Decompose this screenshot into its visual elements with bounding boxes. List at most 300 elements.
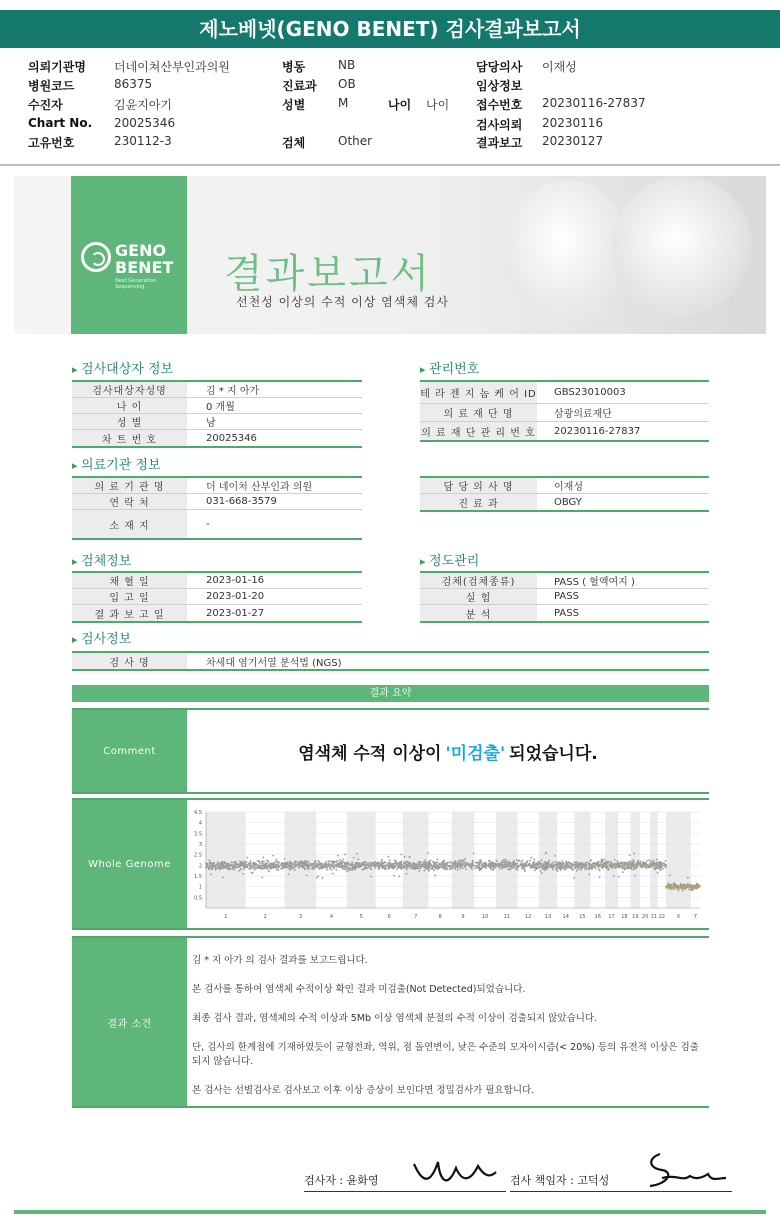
report-title: 제노베넷(GENO BENET) 검사결과보고서 (0, 10, 780, 48)
table-row (72, 605, 362, 621)
subject-info-table (72, 380, 362, 448)
data-point (351, 861, 353, 863)
row-value: 2023-01-27 (206, 607, 265, 619)
data-point (670, 884, 672, 886)
data-point (290, 866, 292, 868)
section-title-management: ▸ 관리번호 (420, 358, 479, 377)
data-point (671, 888, 673, 890)
data-point (346, 871, 348, 873)
table-row (420, 404, 709, 422)
data-point (346, 862, 348, 864)
x-tick-label: 2 (263, 914, 267, 920)
data-point (552, 862, 554, 864)
row-value: OBGY (554, 496, 582, 508)
data-point (481, 868, 483, 870)
data-point (237, 863, 239, 865)
data-point (266, 863, 268, 865)
data-point (600, 860, 602, 862)
data-point (665, 860, 667, 862)
row-label: 의 료 기 관 명 (72, 478, 187, 493)
whole-genome-chart (190, 804, 706, 926)
data-point (273, 867, 275, 869)
data-point (290, 861, 292, 863)
data-point (210, 873, 212, 875)
data-point (432, 861, 434, 863)
row-value: 이재성 (554, 482, 583, 493)
data-point (259, 862, 261, 864)
baby-foot-image (612, 176, 752, 316)
responsible-name: 검사 책임자 : 고덕성 (510, 1174, 610, 1187)
header-label: 성별 (282, 98, 306, 112)
header-value: 20230127 (542, 134, 604, 148)
data-point (303, 861, 305, 863)
chromosome-band (605, 812, 618, 908)
x-tick-label: 15 (579, 914, 586, 920)
data-point (211, 863, 213, 865)
data-point (388, 856, 390, 858)
data-point (611, 861, 613, 863)
bottom-divider (14, 1210, 766, 1214)
data-point (449, 869, 451, 871)
data-point (342, 868, 344, 870)
data-point (388, 867, 390, 869)
data-point (357, 858, 359, 860)
data-point (485, 867, 487, 869)
data-point (650, 860, 652, 862)
finding-paragraph: 김 * 지 아가 의 검사 결과를 보고드립니다. (192, 955, 368, 966)
data-point (496, 860, 498, 862)
data-point (282, 868, 284, 870)
data-point (642, 862, 644, 864)
data-point (252, 867, 254, 869)
data-point (675, 887, 677, 889)
data-point (585, 866, 587, 868)
row-value: GBS23010003 (554, 387, 626, 398)
data-point (407, 866, 409, 868)
data-point (659, 861, 661, 863)
data-point (586, 868, 588, 870)
data-point (475, 862, 477, 864)
data-point (576, 861, 578, 863)
data-point (518, 859, 520, 861)
logo-panel (71, 176, 187, 334)
data-point (272, 855, 274, 857)
row-value: 20230116-27837 (554, 425, 641, 437)
data-point (634, 875, 636, 877)
row-label: 소 재 지 (72, 510, 187, 538)
data-point (541, 862, 543, 864)
x-tick-label: 18 (621, 914, 628, 920)
data-point (350, 867, 352, 869)
data-point (506, 863, 508, 865)
data-point (282, 866, 284, 868)
data-point (435, 861, 437, 863)
data-point (337, 860, 339, 862)
data-point (269, 866, 271, 868)
table-row (72, 478, 362, 494)
data-point (614, 859, 616, 861)
data-point (367, 867, 369, 869)
data-point (397, 867, 399, 869)
row-value: PASS ( 혈액여지 ) (554, 577, 635, 588)
data-point (217, 866, 219, 868)
row-label: 검체(검체종류) (420, 573, 537, 588)
data-point (311, 863, 313, 865)
data-point (437, 862, 439, 864)
data-point (499, 868, 501, 870)
data-point (317, 875, 319, 877)
data-point (242, 873, 244, 875)
data-point (624, 866, 626, 868)
data-point (289, 863, 291, 865)
data-point (304, 867, 306, 869)
data-point (548, 859, 550, 861)
header-label: 병원코드 (28, 79, 75, 93)
data-point (365, 862, 367, 864)
row-value: 031-668-3579 (206, 496, 277, 507)
data-point (316, 877, 318, 879)
data-point (240, 868, 242, 870)
data-point (662, 868, 664, 870)
data-point (418, 861, 420, 863)
y-tick-label: 3.5 (194, 831, 202, 838)
data-point (320, 863, 322, 865)
data-point (329, 868, 331, 870)
data-point (419, 870, 421, 872)
data-point (557, 870, 559, 872)
section-title-qc: ▸ 정도관리 (420, 550, 479, 569)
data-point (576, 870, 578, 872)
x-tick-label: 5 (359, 914, 363, 920)
row-value: 2023-01-20 (206, 591, 265, 602)
data-point (268, 863, 270, 865)
finding-paragraph: 단, 검사의 한계점에 기재하였듯이 균형전좌, 역위, 점 돌연변이, 낮은 수준의 모자이시즘(< 20%) 등의 유전적 이상은 검출되지 않습니다. (192, 1042, 699, 1067)
data-point (331, 866, 333, 868)
data-point (393, 875, 395, 877)
x-tick-label: X (676, 914, 681, 920)
data-point (257, 860, 259, 862)
data-point (631, 860, 633, 862)
data-point (415, 868, 417, 870)
data-point (508, 862, 510, 864)
data-point (399, 866, 401, 868)
data-point (247, 857, 249, 859)
data-point (255, 867, 257, 869)
data-point (573, 877, 575, 879)
data-point (252, 872, 254, 874)
header-label: 결과보고 (476, 136, 523, 150)
data-point (244, 860, 246, 862)
data-point (626, 867, 628, 869)
data-point (274, 863, 276, 865)
row-value: 더 네이처 산부인과 의원 (206, 482, 313, 493)
data-point (333, 867, 335, 869)
data-point (285, 867, 287, 869)
table-row (72, 573, 362, 589)
row-value: 남 (206, 418, 216, 429)
data-point (233, 862, 235, 864)
data-point (300, 863, 302, 865)
comment-text: 염색체 수적 이상이 '미검출' 되었습니다. (187, 710, 709, 792)
data-point (219, 869, 221, 871)
data-point (580, 869, 582, 871)
data-point (298, 863, 300, 865)
data-point (492, 861, 494, 863)
x-tick-label: 14 (562, 914, 569, 920)
data-point (418, 868, 420, 870)
data-point (534, 867, 536, 869)
data-point (248, 868, 250, 870)
header-value: 20230116 (542, 116, 604, 130)
table-row (72, 382, 362, 398)
data-point (464, 858, 466, 860)
header-label: 병동 (282, 60, 306, 74)
data-point (352, 869, 354, 871)
data-point (474, 867, 476, 869)
data-point (516, 859, 518, 861)
row-label: 차 트 번 호 (72, 430, 187, 446)
data-point (622, 871, 624, 873)
data-point (404, 856, 406, 858)
data-point (457, 869, 459, 871)
x-tick-label: 3 (298, 914, 303, 920)
data-point (493, 868, 495, 870)
summary-bar: 결과 요약 (72, 685, 709, 702)
data-point (666, 885, 668, 887)
data-point (533, 861, 535, 863)
data-point (405, 861, 407, 863)
data-point (473, 852, 475, 854)
age-label: 나이 (388, 98, 412, 112)
section-title-institution: ▸ 의료기관 정보 (72, 454, 161, 473)
data-point (534, 869, 536, 871)
data-point (235, 863, 237, 865)
data-point (655, 863, 657, 865)
data-point (457, 867, 459, 869)
data-point (317, 860, 319, 862)
logo-subtext: Next Generation Sequencing (115, 278, 157, 290)
data-point (494, 863, 496, 865)
data-point (521, 867, 523, 869)
x-tick-label: 21 (650, 914, 658, 920)
data-point (561, 863, 563, 865)
data-point (524, 870, 526, 872)
data-point (516, 863, 518, 865)
data-point (455, 862, 457, 864)
data-point (315, 861, 317, 863)
data-point (575, 866, 577, 868)
data-point (652, 860, 654, 862)
data-point (315, 866, 317, 868)
data-point (260, 866, 262, 868)
data-point (670, 887, 672, 889)
data-point (354, 869, 356, 871)
data-point (424, 867, 426, 869)
data-point (210, 862, 212, 864)
table-row (72, 653, 709, 669)
data-point (632, 859, 634, 861)
data-point (621, 867, 623, 869)
data-point (288, 873, 290, 875)
data-point (538, 866, 540, 868)
data-point (545, 852, 547, 854)
data-point (429, 862, 431, 864)
comment-highlight: '미검출' (445, 743, 506, 764)
data-point (374, 861, 376, 863)
data-point (277, 861, 279, 863)
report-header (0, 54, 780, 164)
section-title-test: ▸ 검사정보 (72, 628, 131, 647)
data-point (370, 876, 372, 878)
data-point (588, 873, 590, 875)
data-point (629, 854, 631, 856)
data-point (517, 869, 519, 871)
data-point (400, 867, 402, 869)
row-value: PASS (554, 607, 579, 619)
x-tick-label: 17 (608, 914, 615, 920)
data-point (364, 861, 366, 863)
data-point (250, 860, 252, 862)
data-point (262, 868, 264, 870)
row-value: 삼광의료재단 (554, 409, 612, 420)
data-point (326, 867, 328, 869)
data-point (529, 859, 531, 861)
row-label: 입 고 일 (72, 589, 187, 604)
y-tick-label: 3 (198, 842, 202, 848)
data-point (472, 860, 474, 862)
data-point (233, 867, 235, 869)
x-tick-label: 20 (641, 914, 649, 920)
comment-label: Comment (72, 710, 187, 792)
data-point (262, 862, 264, 864)
data-point (344, 866, 346, 868)
chromosome-band (285, 812, 317, 908)
data-point (282, 862, 284, 864)
data-point (296, 861, 298, 863)
data-point (597, 866, 599, 868)
data-point (615, 867, 617, 869)
data-point (520, 861, 522, 863)
row-value: 2023-01-16 (206, 575, 265, 586)
data-point (677, 889, 679, 891)
data-point (558, 867, 560, 869)
data-point (262, 856, 264, 858)
data-point (428, 870, 430, 872)
data-point (224, 862, 226, 864)
data-point (606, 863, 608, 865)
data-point (558, 863, 560, 865)
data-point (458, 862, 460, 864)
data-point (621, 862, 623, 864)
data-point (428, 867, 430, 869)
header-value: NB (338, 58, 356, 72)
data-point (590, 859, 592, 861)
data-point (682, 890, 684, 892)
data-point (694, 887, 696, 889)
data-point (344, 854, 346, 856)
data-point (437, 867, 439, 869)
data-point (562, 867, 564, 869)
data-point (684, 888, 686, 890)
data-point (284, 858, 286, 860)
data-point (233, 869, 235, 871)
data-point (380, 862, 382, 864)
tester-name: 검사자 : 윤화영 (304, 1174, 379, 1187)
data-point (467, 863, 469, 865)
data-point (261, 861, 263, 863)
data-point (655, 866, 657, 868)
data-point (289, 868, 291, 870)
findings-block (72, 936, 709, 1108)
comment-block (72, 708, 709, 794)
data-point (691, 889, 693, 891)
data-point (632, 869, 634, 871)
y-tick-label: 4.5 (194, 810, 202, 816)
data-point (573, 861, 575, 863)
data-point (551, 867, 553, 869)
row-label: 진 료 과 (420, 494, 537, 510)
data-point (356, 853, 358, 855)
data-point (222, 876, 224, 878)
row-label: 연 락 처 (72, 494, 187, 509)
x-tick-label: 12 (524, 914, 532, 920)
data-point (669, 874, 671, 876)
data-point (560, 862, 562, 864)
management-table (420, 380, 709, 442)
data-point (465, 868, 467, 870)
data-point (331, 869, 333, 871)
geno-benet-logo-icon (81, 242, 111, 272)
data-point (507, 860, 509, 862)
data-point (633, 866, 635, 868)
data-point (558, 861, 560, 863)
section-title-specimen: ▸ 검체정보 (72, 550, 131, 569)
data-point (536, 868, 538, 870)
data-point (235, 867, 237, 869)
header-value: 20230116-27837 (542, 96, 646, 110)
data-point (479, 869, 481, 871)
data-point (275, 859, 277, 861)
data-point (563, 862, 565, 864)
data-point (436, 859, 438, 861)
data-point (478, 862, 480, 864)
data-point (226, 867, 228, 869)
data-point (425, 861, 427, 863)
data-point (276, 869, 278, 871)
data-point (618, 876, 620, 878)
data-point (656, 858, 658, 860)
data-point (509, 869, 511, 871)
data-point (505, 859, 507, 861)
data-point (663, 863, 665, 865)
data-point (363, 863, 365, 865)
data-point (353, 866, 355, 868)
data-point (637, 860, 639, 862)
data-point (406, 873, 408, 875)
data-point (395, 861, 397, 863)
data-point (338, 863, 340, 865)
data-point (212, 866, 214, 868)
banner-subtitle: 선천성 이상의 수적 이상 염색체 검사 (236, 295, 449, 309)
data-point (308, 868, 310, 870)
data-point (352, 867, 354, 869)
header-label: Chart No. (28, 116, 93, 130)
finding-paragraph: 본 검사는 선별검사로 검사보고 이후 이상 증상이 보인다면 정밀검사가 필요합니다. (192, 1085, 535, 1096)
header-label: 담당의사 (476, 60, 523, 74)
data-point (657, 862, 659, 864)
table-row (72, 494, 362, 510)
data-point (504, 861, 506, 863)
